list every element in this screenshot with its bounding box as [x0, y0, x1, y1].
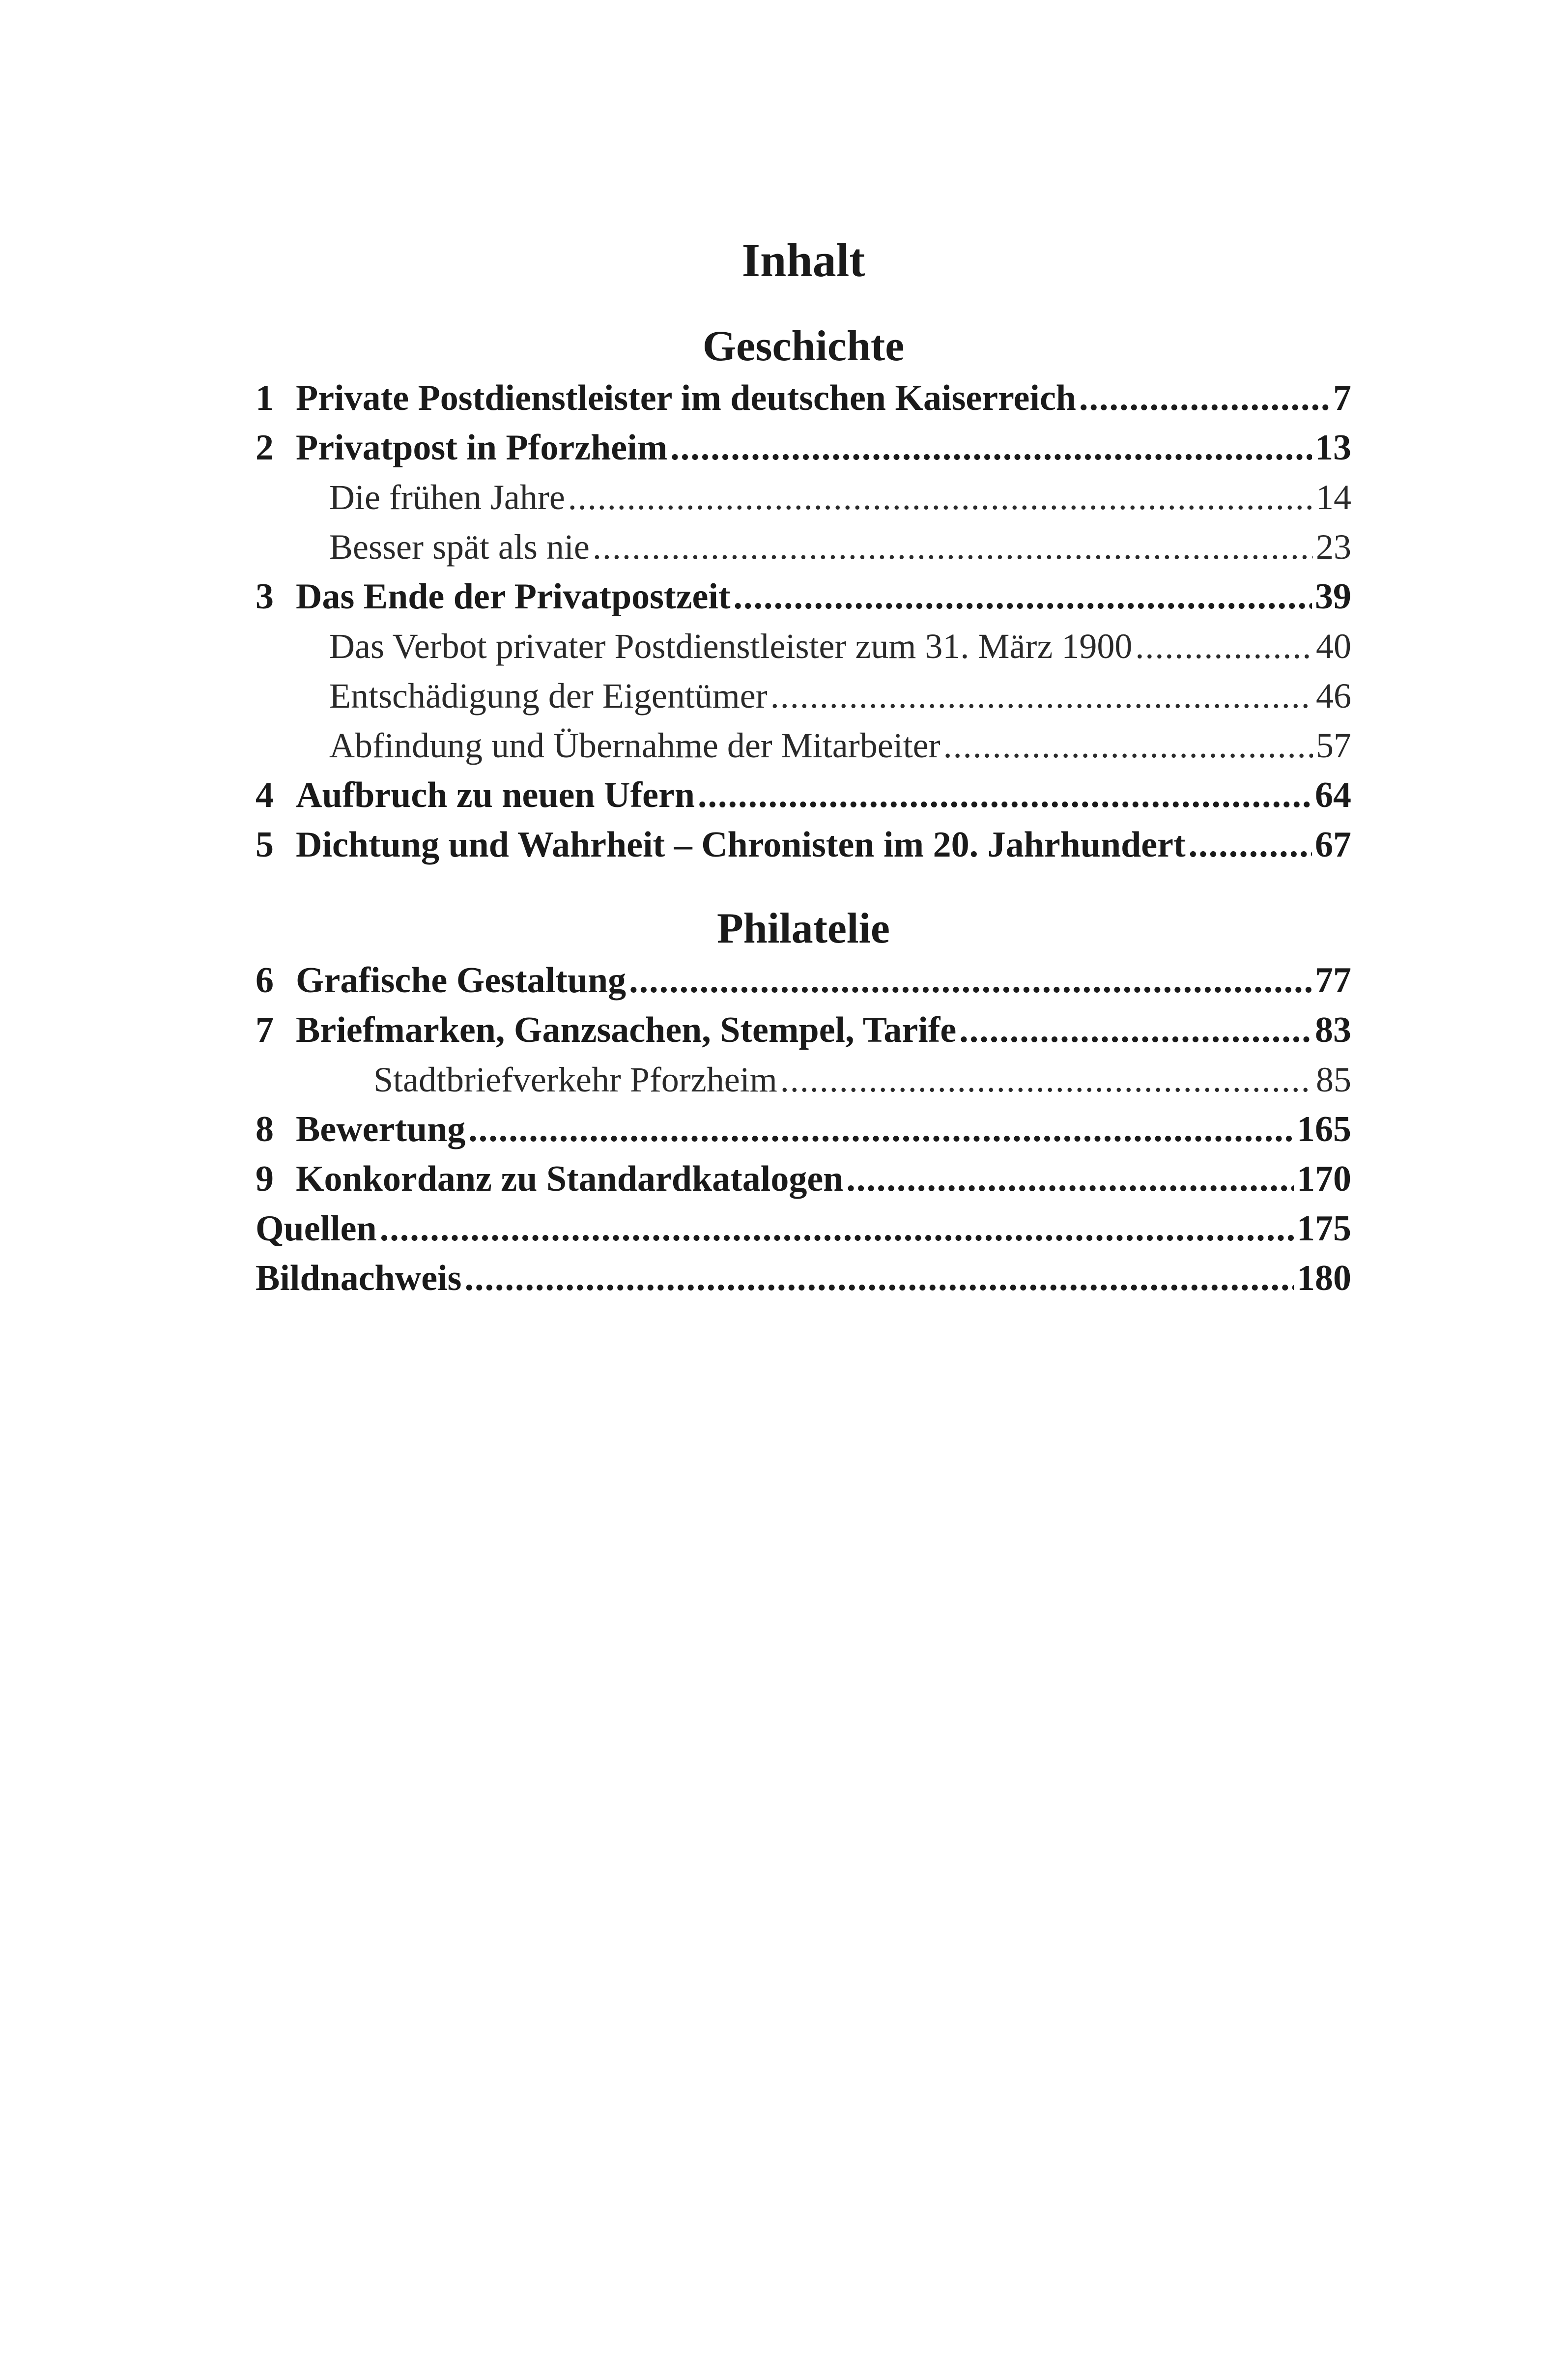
dot-leader: [464, 1254, 1294, 1303]
entry-title: Quellen: [256, 1208, 377, 1249]
toc-section-philatelie: [256, 902, 1351, 1303]
page-number: 170: [1297, 1159, 1351, 1199]
toc-entry[interactable]: [256, 956, 1351, 1005]
toc-entry[interactable]: [256, 1254, 1351, 1303]
page-number: 40: [1316, 627, 1351, 666]
dot-leader: [1079, 373, 1330, 423]
dot-leader: [943, 721, 1313, 771]
toc-section-geschichte: [256, 319, 1351, 870]
chapter-number: 3: [256, 576, 274, 617]
page-number: 67: [1315, 825, 1351, 865]
toc-entry[interactable]: [256, 820, 1351, 870]
entry-title: Abfindung und Übernahme der Mitarbeiter: [329, 726, 940, 765]
dot-leader: [1135, 622, 1313, 671]
dot-leader: [780, 1055, 1313, 1105]
dot-leader: [698, 771, 1312, 820]
toc-entry[interactable]: [256, 771, 1351, 820]
entry-title: Bildnachweis: [256, 1258, 462, 1298]
page-number: 85: [1316, 1060, 1351, 1099]
chapter-number: 6: [256, 960, 274, 1001]
dot-leader: [380, 1204, 1294, 1254]
entry-title: Besser spät als nie: [329, 527, 590, 567]
toc-subentry[interactable]: [256, 1055, 1351, 1105]
table-of-contents: [256, 231, 1351, 1303]
page-number: 14: [1316, 478, 1351, 517]
chapter-number: 7: [256, 1010, 274, 1050]
page-title: Inhalt: [741, 234, 865, 287]
entry-title: Konkordanz zu Standardkatalogen: [296, 1159, 844, 1199]
toc-subentry[interactable]: [256, 622, 1351, 671]
page-number: 13: [1315, 428, 1351, 468]
page-number: 83: [1315, 1010, 1351, 1050]
page-number: 180: [1297, 1258, 1351, 1298]
entry-title: Das Verbot privater Postdienstleister zum 31. März 1900: [329, 627, 1133, 666]
entry-title: Stadtbriefverkehr Pforzheim: [373, 1060, 777, 1099]
toc-subentry[interactable]: [256, 473, 1351, 522]
toc-subentry[interactable]: [256, 721, 1351, 771]
dot-leader: [959, 1005, 1312, 1055]
entry-title: Die frühen Jahre: [329, 478, 565, 517]
entry-title: Das Ende der Privatpostzeit: [296, 576, 731, 617]
entry-title: Bewertung: [296, 1109, 466, 1149]
dot-leader: [629, 956, 1312, 1005]
toc-entry[interactable]: [256, 1204, 1351, 1254]
entry-title: Aufbruch zu neuen Ufern: [296, 775, 695, 815]
page-number: 175: [1297, 1208, 1351, 1249]
toc-subentry[interactable]: [256, 522, 1351, 572]
section-heading: Geschichte: [702, 322, 905, 370]
toc-entry[interactable]: [256, 572, 1351, 622]
page-number: 165: [1297, 1109, 1351, 1149]
entry-title: Private Postdienstleister im deutschen Kaiserreich: [296, 378, 1076, 418]
page-number: 23: [1316, 527, 1351, 567]
dot-leader: [593, 522, 1313, 572]
dot-leader: [568, 473, 1313, 522]
toc-subentry[interactable]: [256, 671, 1351, 721]
page-number: 77: [1315, 960, 1351, 1001]
entry-title: Grafische Gestaltung: [296, 960, 627, 1001]
toc-entry[interactable]: [256, 1005, 1351, 1055]
page-number: 64: [1315, 775, 1351, 815]
toc-entry[interactable]: [256, 373, 1351, 423]
chapter-number: 5: [256, 825, 274, 865]
page-number: 57: [1316, 726, 1351, 765]
chapter-number: 4: [256, 775, 274, 815]
page-number: 39: [1315, 576, 1351, 617]
dot-leader: [846, 1154, 1294, 1204]
chapter-number: 1: [256, 378, 274, 418]
chapter-number: 2: [256, 428, 274, 468]
toc-entry[interactable]: [256, 1105, 1351, 1154]
dot-leader: [734, 572, 1312, 622]
dot-leader: [670, 423, 1312, 473]
entry-title: Briefmarken, Ganzsachen, Stempel, Tarife: [296, 1010, 957, 1050]
entry-title: Dichtung und Wahrheit – Chronisten im 20. Jahrhundert: [296, 825, 1186, 865]
entry-title: Entschädigung der Eigentümer: [329, 676, 768, 716]
entry-title: Privatpost in Pforzheim: [296, 428, 668, 468]
toc-entry[interactable]: [256, 423, 1351, 473]
page-number: 7: [1333, 378, 1351, 418]
toc-entry[interactable]: [256, 1154, 1351, 1204]
section-heading: Philatelie: [717, 905, 890, 952]
dot-leader: [770, 671, 1313, 721]
dot-leader: [1189, 820, 1312, 870]
chapter-number: 8: [256, 1109, 274, 1149]
dot-leader: [468, 1105, 1294, 1154]
page-number: 46: [1316, 676, 1351, 716]
chapter-number: 9: [256, 1159, 274, 1199]
